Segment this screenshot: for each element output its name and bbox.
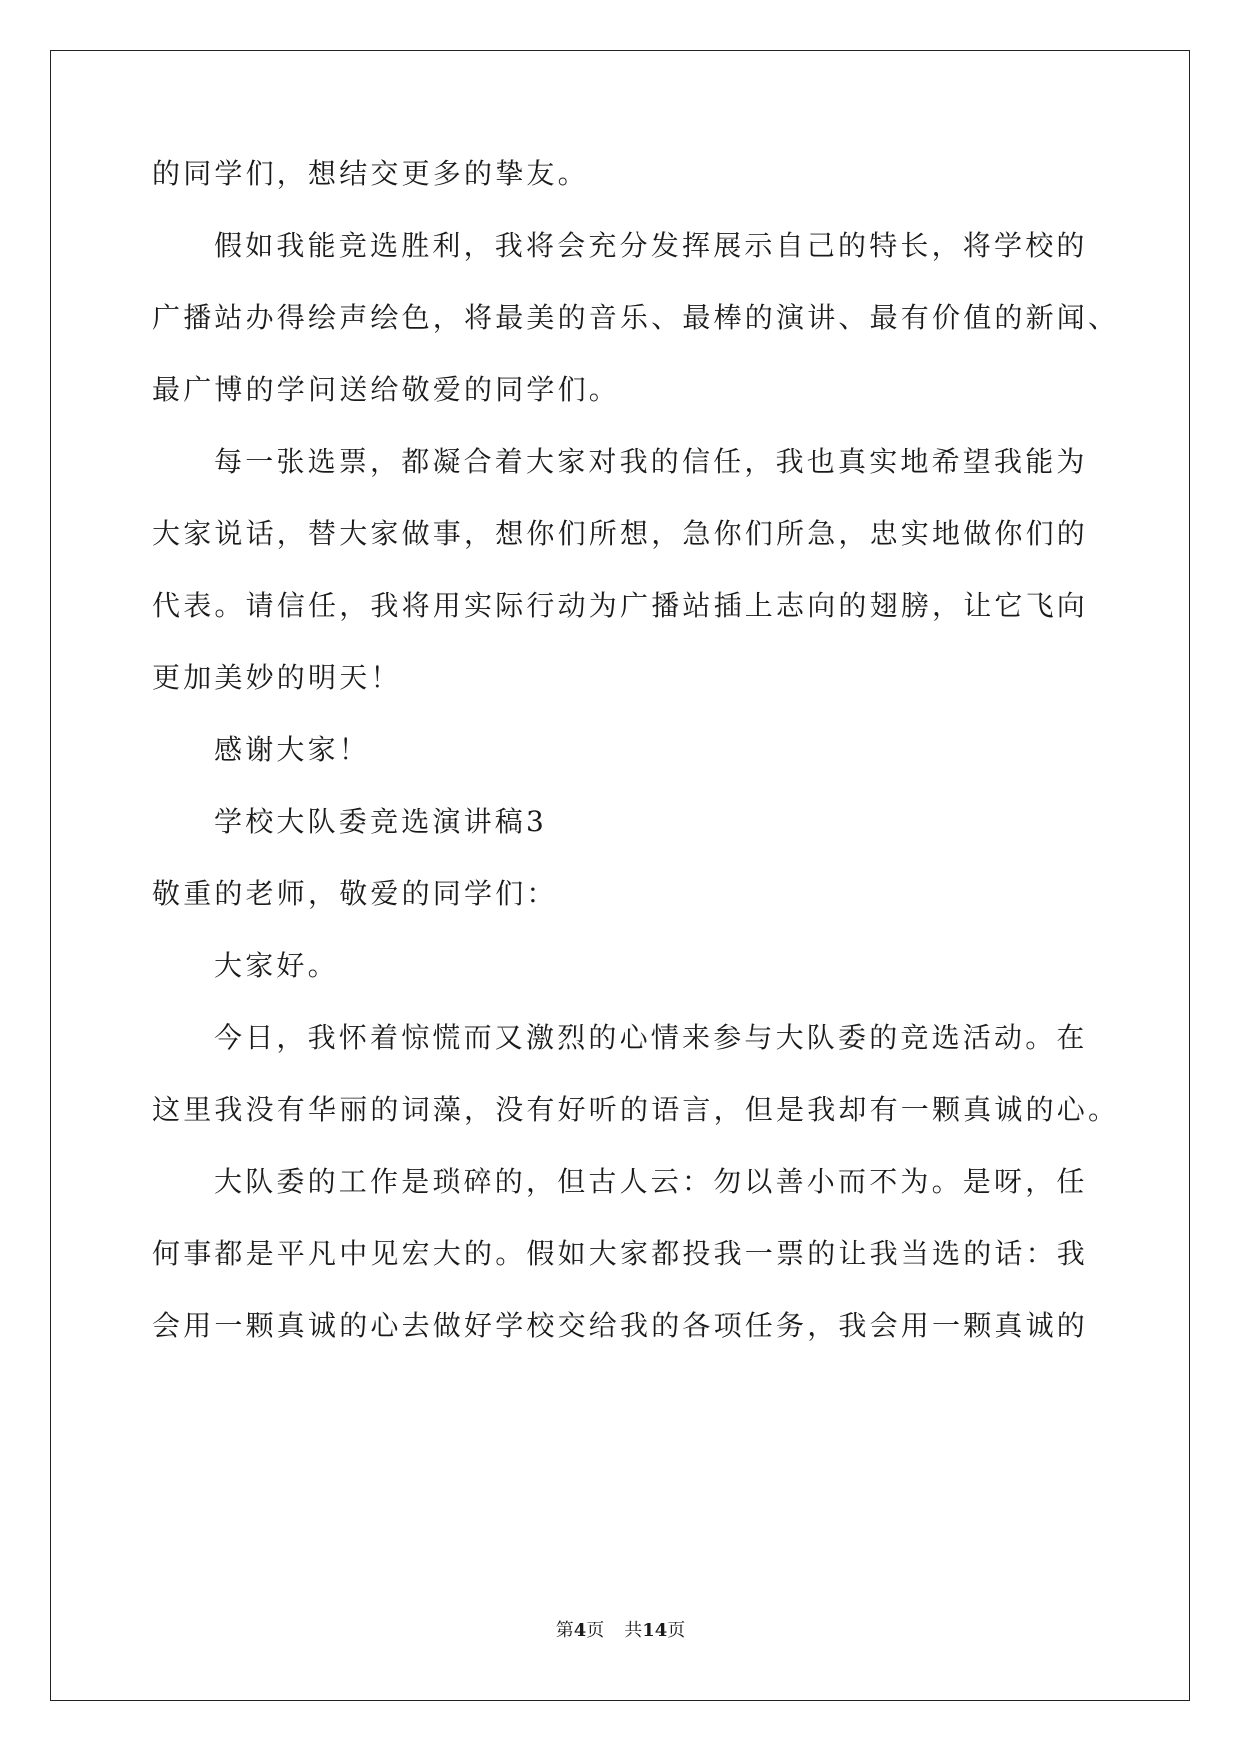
paragraph-line: 大家好。 [214,949,339,982]
total-page-count: 14 [642,1620,668,1641]
paragraph-line: 最广博的学问送给敬爱的同学们。 [152,373,621,406]
page-footer [0,1619,1241,1643]
paragraph-line: 更加美妙的明天！ [152,661,402,694]
salutation-line: 敬重的老师，敬爱的同学们： [152,877,558,910]
paragraph-line: 会用一颗真诚的心去做好学校交给我的各项任务，我会用一颗真诚的 [152,1309,1089,1342]
paragraph-line: 感谢大家！ [214,733,371,766]
footer-prefix: 第 [555,1620,574,1641]
paragraph-line: 今日，我怀着惊慌而又激烈的心情来参与大队委的竞选活动。在 [214,1021,1088,1054]
paragraph-line: 假如我能竞选胜利，我将会充分发挥展示自己的特长，将学校的 [214,229,1088,262]
current-page-number: 4 [573,1620,587,1641]
paragraph-line: 大队委的工作是琐碎的，但古人云：勿以善小而不为。是呀，任 [214,1165,1088,1198]
paragraph-line: 代表。请信任，我将用实际行动为广播站插上志向的翅膀，让它飞向 [152,589,1089,622]
footer-page-suffix: 页 [586,1620,605,1641]
paragraph-line: 大家说话，替大家做事，想你们所想，急你们所急，忠实地做你们的 [152,517,1089,550]
paragraph-line: 这里我没有华丽的词藻，没有好听的语言，但是我却有一颗真诚的心。 [152,1093,1120,1126]
paragraph-line: 的同学们，想结交更多的挚友。 [152,157,589,190]
footer-total-suffix: 页 [667,1620,686,1641]
paragraph-line: 每一张选票，都凝合着大家对我的信任，我也真实地希望我能为 [214,445,1088,478]
paragraph-line: 广播站办得绘声绘色，将最美的音乐、最棒的演讲、最有价值的新闻、 [152,301,1120,334]
footer-total-prefix: 共 [624,1620,643,1641]
section-heading: 学校大队委竞选演讲稿3 [214,805,548,838]
paragraph-line: 何事都是平凡中见宏大的。假如大家都投我一票的让我当选的话：我 [152,1237,1089,1270]
